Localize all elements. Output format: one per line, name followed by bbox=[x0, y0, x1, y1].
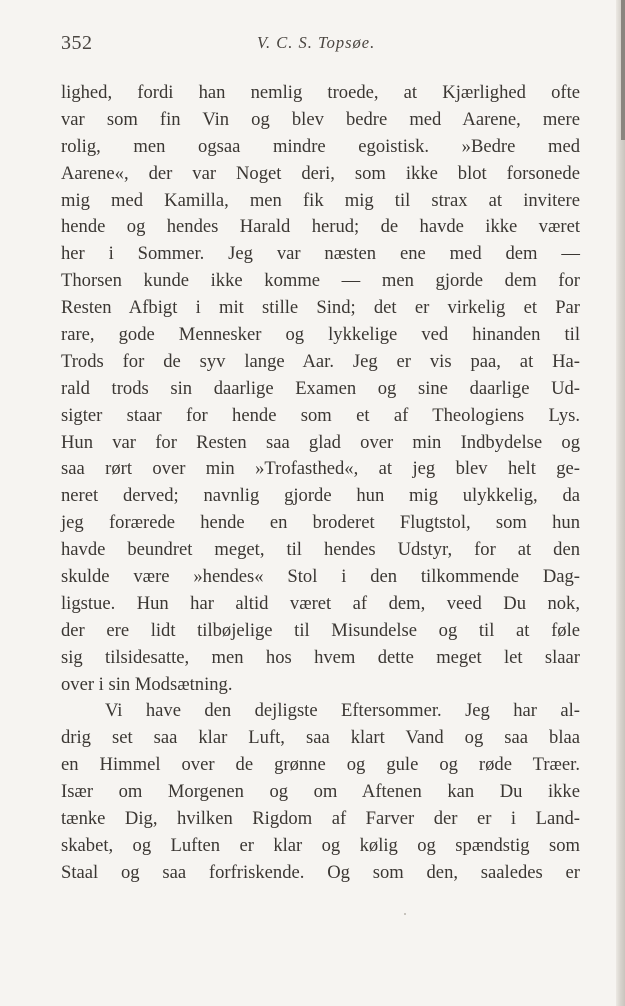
text-line: neret derved; navnlig gjorde hun mig ulykkelig, da bbox=[61, 485, 580, 507]
text-line: ligstue. Hun har altid været af dem, veed Du nok, bbox=[61, 592, 580, 614]
text-line: sig tilsidesatte, men hos hvem dette meget let slaar bbox=[61, 646, 580, 668]
running-head: V. C. S. Topsøe. bbox=[257, 33, 376, 52]
paper-speck bbox=[404, 913, 406, 915]
text-line: rare, gode Mennesker og lykkelige ved hinanden til bbox=[61, 324, 580, 346]
body-text bbox=[61, 80, 580, 887]
page-edge-shadow bbox=[616, 0, 625, 1006]
text-line: var som fin Vin og blev bedre med Aarene, mere bbox=[61, 108, 580, 130]
page-header bbox=[61, 32, 581, 58]
text-line: her i Sommer. Jeg var næsten ene med dem — bbox=[61, 243, 580, 265]
text-line: skabet, og Luften er klar og kølig og spændstig som bbox=[61, 834, 580, 856]
text-line: Hun var for Resten saa glad over min Indbydelse og bbox=[61, 431, 580, 453]
text-line: lighed, fordi han nemlig troede, at Kjærlighed ofte bbox=[61, 82, 580, 103]
text-line: havde beundret meget, til hendes Udstyr, for at den bbox=[61, 539, 580, 561]
text-line: rolig, men ogsaa mindre egoistisk. »Bedre med bbox=[61, 135, 580, 157]
text-line: Staal og saa forfriskende. Og som den, saaledes er bbox=[61, 861, 580, 883]
text-line: mig med Kamilla, men fik mig til strax at invitere bbox=[61, 189, 580, 211]
text-line: jeg forærede hende en broderet Flugtstol, som hun bbox=[61, 512, 580, 534]
text-line: Især om Morgenen og om Aftenen kan Du ikke bbox=[61, 781, 580, 803]
text-line: hende og hendes Harald herud; de havde ikke været bbox=[61, 216, 580, 238]
text-line: rald trods sin daarlige Examen og sine daarlige Ud- bbox=[61, 377, 580, 399]
text-line: sigter staar for hende som et af Theologiens Lys. bbox=[61, 404, 580, 426]
text-line: Aarene«, der var Noget deri, som ikke blot forsonede bbox=[61, 162, 580, 184]
text-line: skulde være »hendes« Stol i den tilkommende Dag- bbox=[61, 566, 580, 588]
text-line: Trods for de syv lange Aar. Jeg er vis paa, at Ha- bbox=[61, 350, 580, 372]
text-line: Resten Afbigt i mit stille Sind; det er virkelig et Par bbox=[61, 297, 580, 319]
text-line: der ere lidt tilbøjelige til Misundelse og til at føle bbox=[61, 619, 580, 641]
paragraph-start-line: Vi have den dejligste Eftersommer. Jeg har al- bbox=[105, 700, 580, 722]
text-line: Thorsen kunde ikke komme — men gjorde dem for bbox=[61, 270, 580, 292]
text-line: tænke Dig, hvilken Rigdom af Farver der er i Land- bbox=[61, 808, 580, 830]
text-line: drig set saa klar Luft, saa klart Vand og saa blaa bbox=[61, 727, 580, 749]
text-line: saa rørt over min »Trofasthed«, at jeg blev helt ge- bbox=[61, 458, 580, 480]
paragraph-end-line: over i sin Modsætning. bbox=[61, 673, 233, 695]
page-number: 352 bbox=[61, 32, 93, 54]
text-line: en Himmel over de grønne og gule og røde Træer. bbox=[61, 754, 580, 776]
